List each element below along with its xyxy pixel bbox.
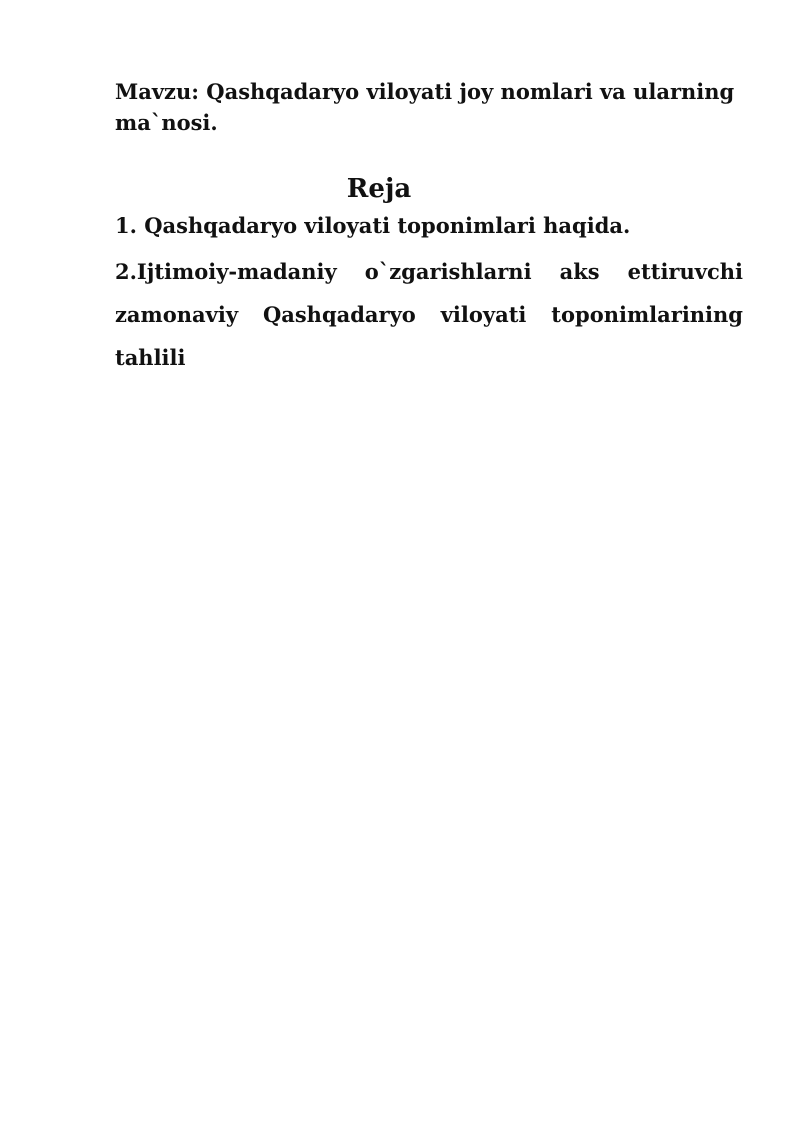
topic-title: Mavzu: Qashqadaryo viloyati joy nomlari va ularning ma`nosi. bbox=[115, 79, 735, 135]
plan-item-2: 2.Ijtimoiy-madaniy o`zgarishlarni aks ettiruvchi zamonaviy Qashqadaryo viloyati toponimlarining tahlili bbox=[115, 259, 743, 370]
plan-heading: Reja bbox=[346, 174, 412, 204]
plan-item-1: 1. Qashqadaryo viloyati toponimlari haqida. bbox=[115, 213, 631, 238]
